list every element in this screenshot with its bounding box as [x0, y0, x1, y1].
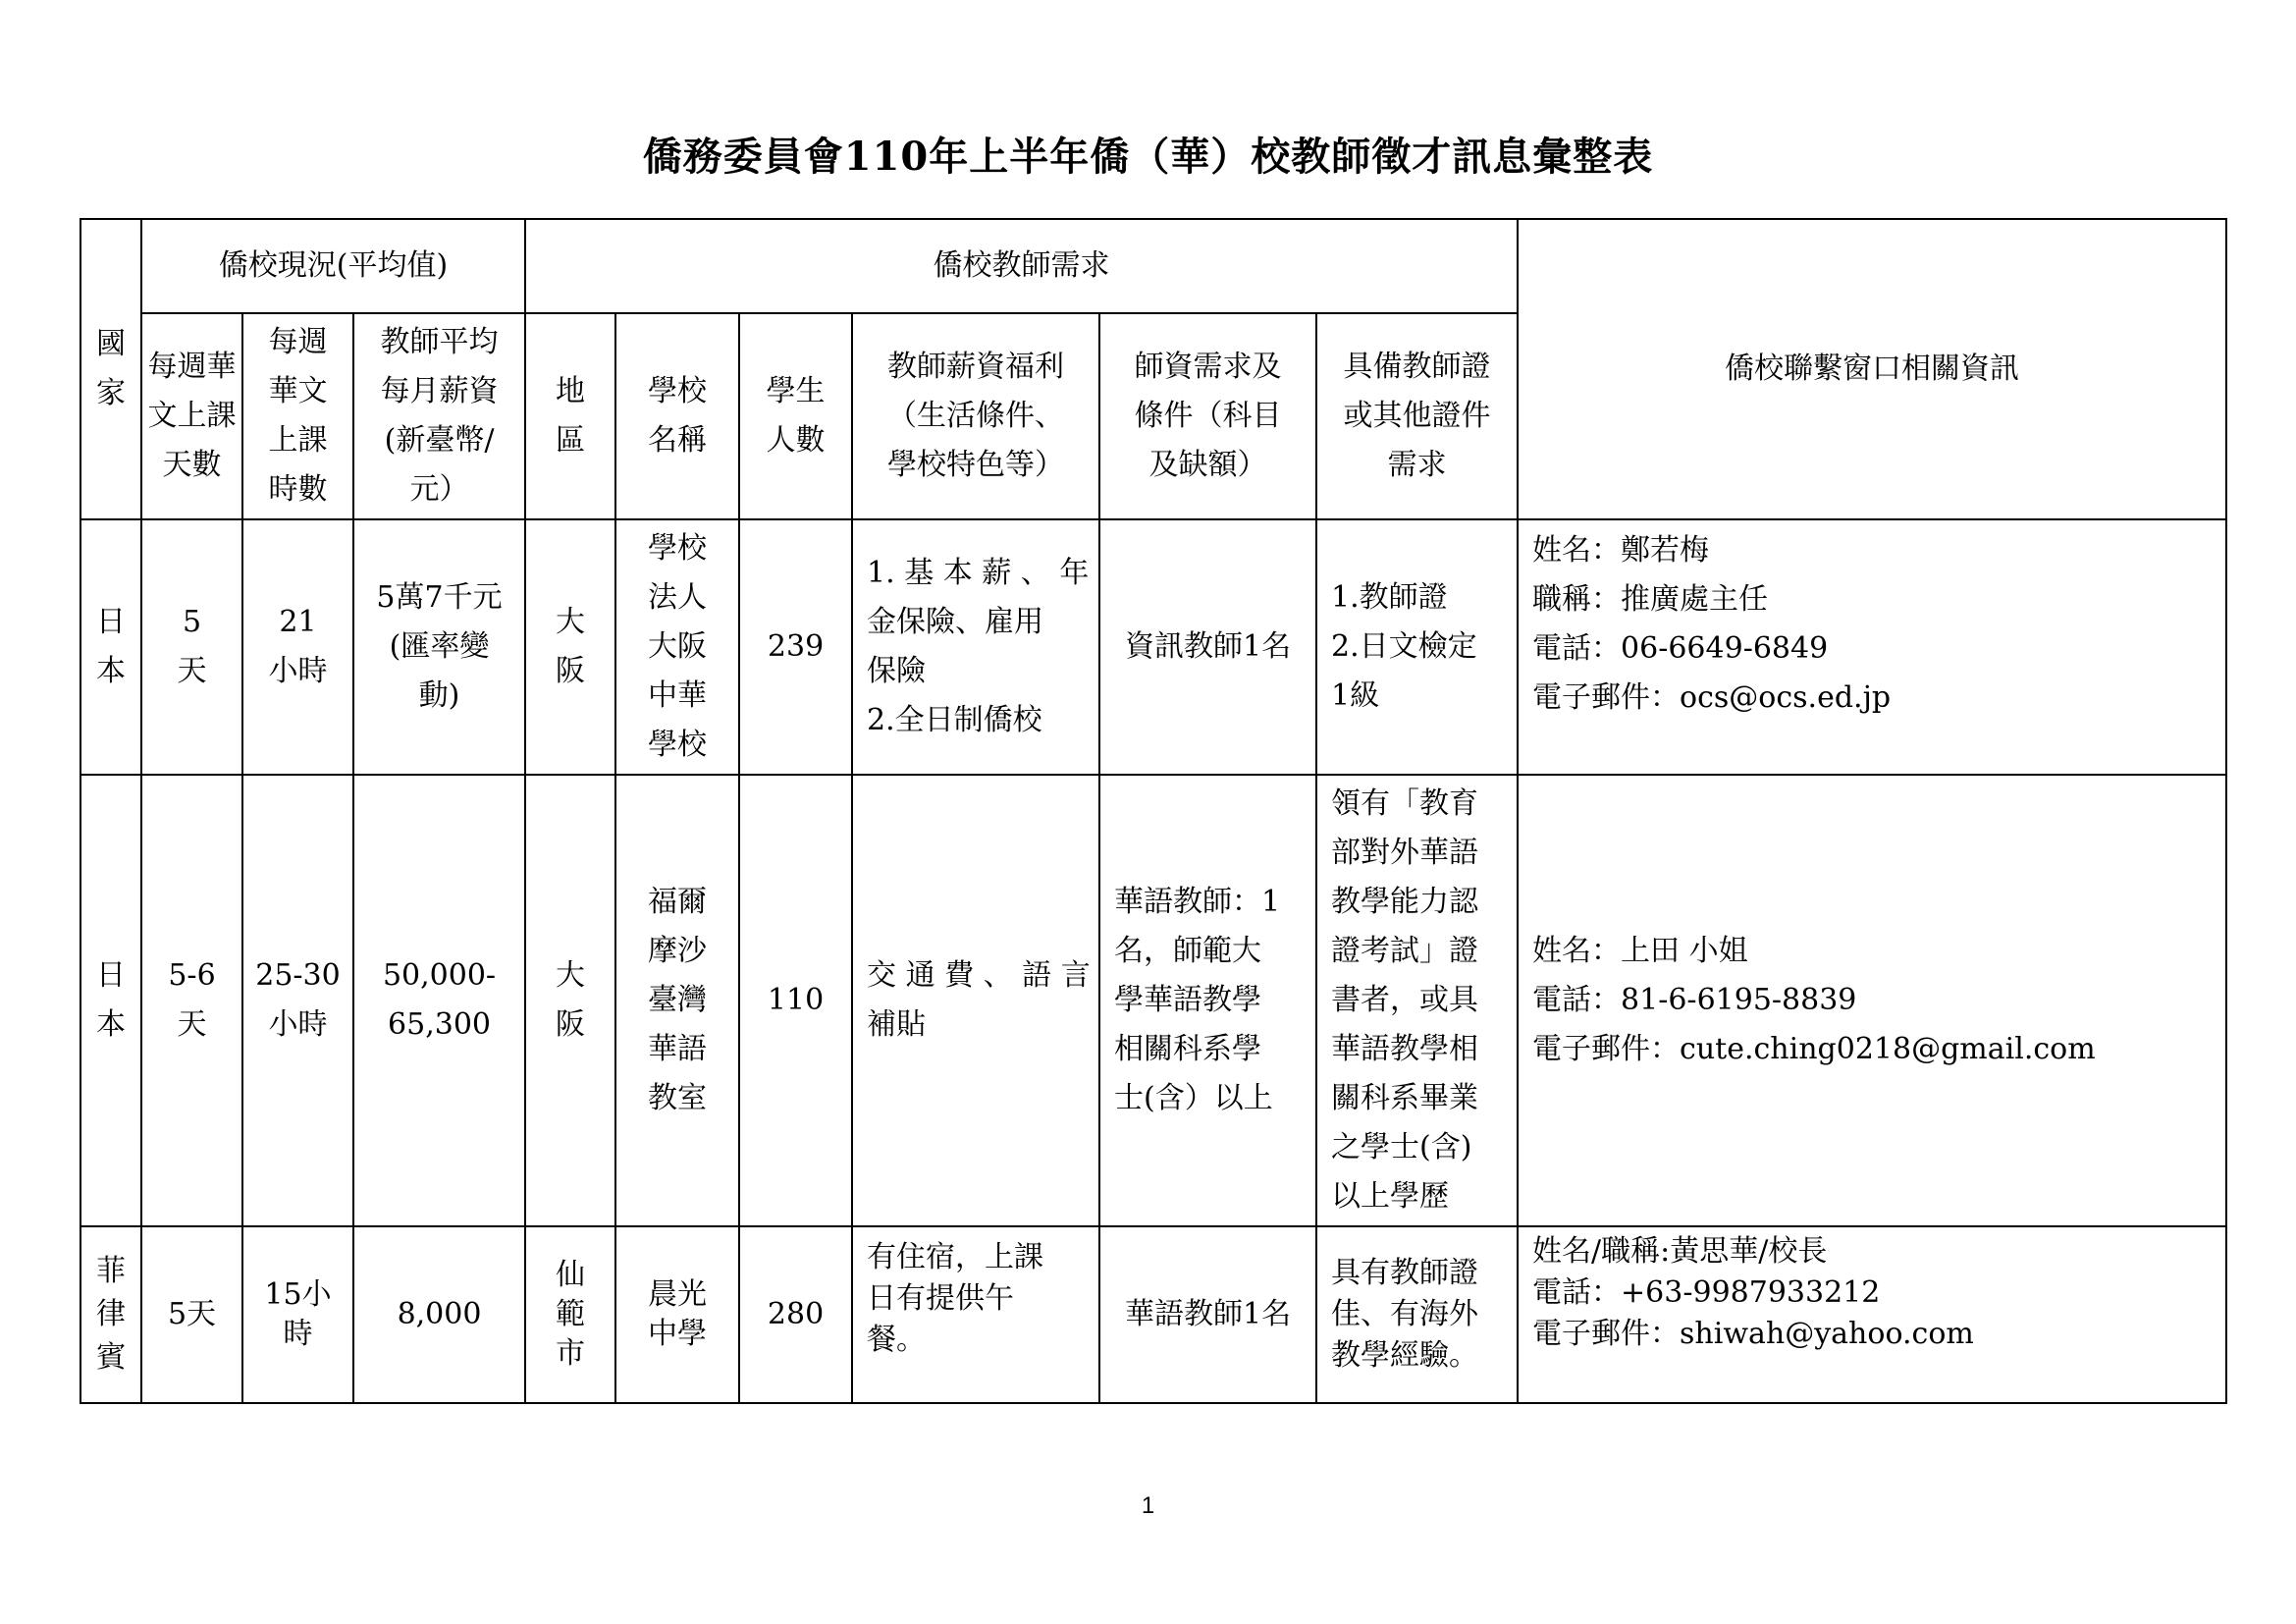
- header-school: 學校 名稱: [615, 313, 739, 519]
- header-country: 國 家: [80, 219, 141, 519]
- cell-requirements: 華語教師1名: [1099, 1226, 1316, 1403]
- cell-country: 日 本: [80, 519, 141, 775]
- cell-salary: 50,000- 65,300: [353, 775, 525, 1226]
- cell-hours: 15小 時: [242, 1226, 353, 1403]
- cell-days: 5 天: [141, 519, 242, 775]
- header-students: 學生 人數: [739, 313, 852, 519]
- cell-school: 學校 法人 大阪 中華 學校: [615, 519, 739, 775]
- header-region: 地 區: [525, 313, 615, 519]
- cell-salary: 8,000: [353, 1226, 525, 1403]
- cell-contact: 姓名：鄭若梅 職稱：推廣處主任 電話：06-6649-6849 電子郵件：ocs@ocs.ed.jp: [1518, 519, 2226, 775]
- header-hours: 每週 華文 上課 時數: [242, 313, 353, 519]
- header-contact-info: 僑校聯繫窗口相關資訊: [1518, 219, 2226, 519]
- cell-students: 110: [739, 775, 852, 1226]
- header-requirements: 師資需求及 條件（科目 及缺額）: [1099, 313, 1316, 519]
- cell-certificates: 領有「教育 部對外華語 教學能力認 證考試」證 書者，或具 華語教學相 關科系畢業 之學士(含) 以上學歷: [1316, 775, 1518, 1226]
- cell-salary: 5萬7千元 (匯率變 動): [353, 519, 525, 775]
- cell-students: 239: [739, 519, 852, 775]
- cell-students: 280: [739, 1226, 852, 1403]
- cell-hours: 25-30 小時: [242, 775, 353, 1226]
- cell-contact: 姓名：上田 小姐 電話：81-6-6195-8839 電子郵件：cute.ching0218@gmail.com: [1518, 775, 2226, 1226]
- cell-school: 福爾 摩沙 臺灣 華語 教室: [615, 775, 739, 1226]
- cell-region: 大 阪: [525, 519, 615, 775]
- recruitment-table: [80, 218, 2227, 1404]
- table-row: [80, 775, 2226, 1226]
- header-salary: 教師平均 每月薪資 (新臺幣/ 元）: [353, 313, 525, 519]
- cell-certificates: 1.教師證 2.日文檢定 1級: [1316, 519, 1518, 775]
- cell-requirements: 華語教師：1 名，師範大 學華語教學 相關科系學 士(含）以上: [1099, 775, 1316, 1226]
- cell-benefits: 交 通 費 、 語 言 補貼: [852, 775, 1099, 1226]
- header-group-status: 僑校現況(平均值): [141, 219, 525, 313]
- cell-requirements: 資訊教師1名: [1099, 519, 1316, 775]
- cell-certificates: 具有教師證 佳、有海外 教學經驗。: [1316, 1226, 1518, 1403]
- page-number: 1: [1141, 1492, 1155, 1519]
- cell-hours: 21 小時: [242, 519, 353, 775]
- cell-benefits: 有住宿，上課 日有提供午 餐。: [852, 1226, 1099, 1403]
- header-group-needs: 僑校教師需求: [525, 219, 1518, 313]
- cell-contact: 姓名/職稱:黃思華/校長 電話：+63-9987933212 電子郵件：shiwah@yahoo.com: [1518, 1226, 2226, 1403]
- header-certificates: 具備教師證 或其他證件 需求: [1316, 313, 1518, 519]
- table-row: [80, 519, 2226, 775]
- cell-region: 大 阪: [525, 775, 615, 1226]
- table-row: [80, 1226, 2226, 1403]
- cell-country: 菲 律 賓: [80, 1226, 141, 1403]
- cell-days: 5-6 天: [141, 775, 242, 1226]
- cell-region: 仙 範 市: [525, 1226, 615, 1403]
- cell-country: 日 本: [80, 775, 141, 1226]
- cell-benefits: 1. 基 本 薪 、 年 金保險、雇用 保險 2.全日制僑校: [852, 519, 1099, 775]
- header-benefits: 教師薪資福利 （生活條件、 學校特色等）: [852, 313, 1099, 519]
- header-days: 每週華 文上課 天數: [141, 313, 242, 519]
- cell-school: 晨光 中學: [615, 1226, 739, 1403]
- page-title: 僑務委員會110年上半年僑（華）校教師徵才訊息彙整表: [642, 134, 1654, 180]
- cell-days: 5天: [141, 1226, 242, 1403]
